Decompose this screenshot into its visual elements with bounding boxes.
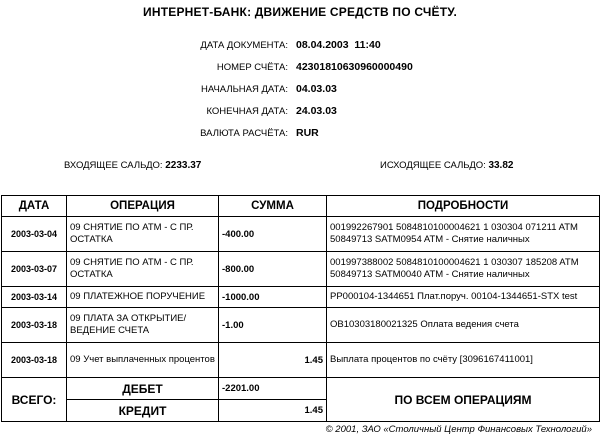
debit-label: ДЕБЕТ [67, 378, 219, 400]
info-value: 42301810630960000490 [296, 61, 413, 73]
row-date: 2003-03-07 [2, 252, 67, 287]
row-operation: 09 ПЛАТА ЗА ОТКРЫТИЕ/ВЕДЕНИЕ СЧЕТА [67, 308, 219, 343]
document-info [150, 34, 413, 144]
column-header-operation: ОПЕРАЦИЯ [67, 196, 219, 217]
row-operation: 09 СНЯТИЕ ПО АТМ - С ПР. ОСТАТКА [67, 252, 219, 287]
info-label: НАЧАЛЬНАЯ ДАТА: [201, 83, 288, 95]
row-date: 2003-03-04 [2, 217, 67, 252]
table-row [2, 343, 600, 378]
row-operation: 09 Учет выплаченных процентов [67, 343, 219, 378]
table-row [2, 217, 600, 252]
info-label: НОМЕР СЧЁТА: [216, 61, 288, 73]
row-date: 2003-03-14 [2, 287, 67, 308]
info-value: 24.03.03 [296, 105, 337, 117]
info-row-account [150, 56, 413, 78]
outgoing-balance-value: 33.82 [488, 160, 514, 171]
info-value: 04.03.03 [296, 83, 337, 95]
row-sum: -400.00 [219, 217, 327, 252]
info-value: RUR [296, 127, 319, 139]
incoming-balance-value: 2233.37 [165, 160, 202, 171]
info-label: КОНЕЧНАЯ ДАТА: [206, 105, 288, 117]
row-details: 001997388002 5084810100004621 1 030307 185208 ATM 50849713 SATM0040 ATM - Снятие наличных [327, 252, 600, 287]
column-header-date: ДАТА [2, 196, 67, 217]
row-details: 001992267901 5084810100004621 1 030304 071211 ATM 50849713 SATM0954 ATM - Снятие наличных [327, 217, 600, 252]
outgoing-balance-label: ИСХОДЯЩЕЕ САЛЬДО: [380, 160, 486, 171]
column-header-sum: СУММА [219, 196, 327, 217]
incoming-balance [64, 160, 201, 171]
row-sum: -800.00 [219, 252, 327, 287]
info-value: 08.04.2003 11:40 [296, 39, 381, 51]
row-details: Выплата процентов по счёту [3096167411001] [327, 343, 600, 378]
debit-value: -2201.00 [219, 378, 327, 400]
info-row-start-date [150, 78, 413, 100]
totals-debit-row [2, 378, 600, 400]
copyright-footer: © 2001, ЗАО «Столичный Центр Финансовых Технологий» [325, 424, 592, 435]
incoming-balance-label: ВХОДЯЩЕЕ САЛЬДО: [64, 160, 163, 171]
column-header-details: ПОДРОБНОСТИ [327, 196, 600, 217]
info-row-end-date [150, 100, 413, 122]
row-operation: 09 СНЯТИЕ ПО АТМ - С ПР. ОСТАТКА [67, 217, 219, 252]
table-row [2, 308, 600, 343]
row-operation: 09 ПЛАТЕЖНОЕ ПОРУЧЕНИЕ [67, 287, 219, 308]
info-row-currency [150, 122, 413, 144]
info-label: ВАЛЮТА РАСЧЁТА: [200, 127, 288, 139]
row-details: PP000104-1344651 Плат.поруч. 00104-1344651-STX test [327, 287, 600, 308]
page-title: ИНТЕРНЕТ-БАНК: ДВИЖЕНИЕ СРЕДСТВ ПО СЧЁТУ. [143, 5, 457, 19]
operations-table [1, 195, 600, 422]
row-sum: -1.00 [219, 308, 327, 343]
info-row-date [150, 34, 413, 56]
all-operations-label: ПО ВСЕМ ОПЕРАЦИЯМ [327, 378, 600, 422]
table-row [2, 287, 600, 308]
outgoing-balance [380, 160, 513, 171]
table-header-row [2, 196, 600, 217]
info-label: ДАТА ДОКУМЕНТА: [200, 39, 288, 51]
row-sum: 1.45 [219, 343, 327, 378]
row-date: 2003-03-18 [2, 308, 67, 343]
totals-label: ВСЕГО: [2, 378, 67, 422]
credit-label: КРЕДИТ [67, 400, 219, 422]
row-date: 2003-03-18 [2, 343, 67, 378]
row-sum: -1000.00 [219, 287, 327, 308]
table-row [2, 252, 600, 287]
credit-value: 1.45 [219, 400, 327, 422]
row-details: OB10303180021325 Оплата ведения счета [327, 308, 600, 343]
